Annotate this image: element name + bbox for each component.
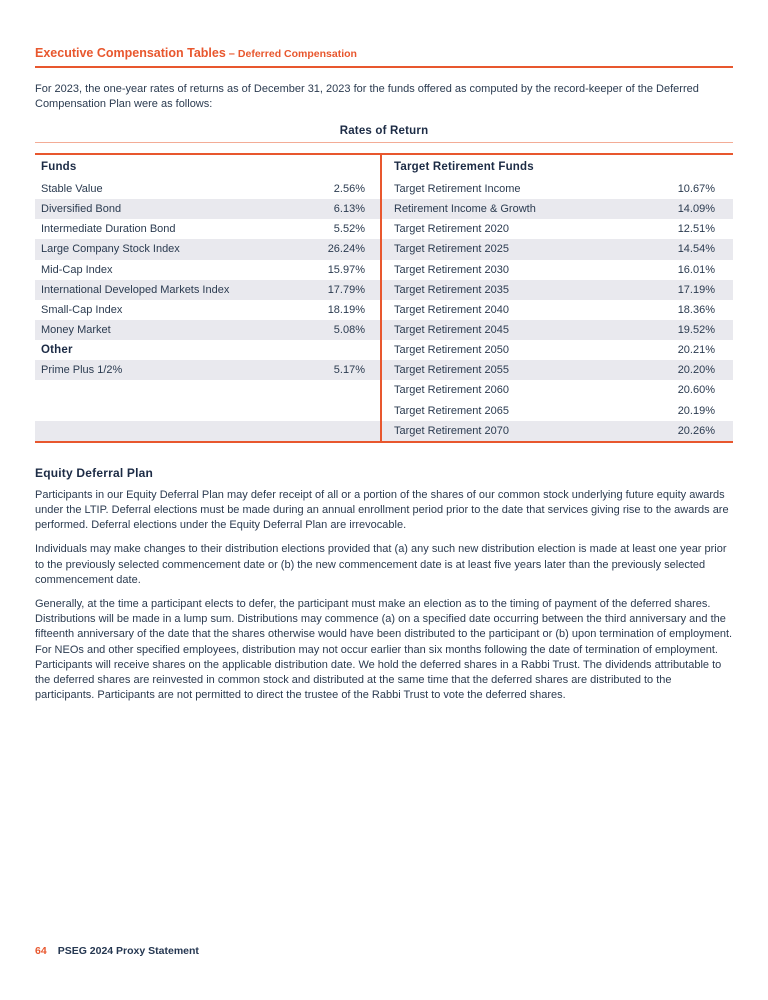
page-footer — [35, 945, 199, 957]
fund-name: Target Retirement 2045 — [394, 324, 509, 337]
table-column-header: Funds — [41, 161, 77, 173]
fund-name: Retirement Income & Growth — [394, 203, 536, 216]
fund-rate-of-return: 14.54% — [677, 243, 715, 256]
fund-name: Intermediate Duration Bond — [41, 223, 176, 236]
fund-name: Target Retirement 2030 — [394, 263, 509, 276]
fund-rate-of-return: 20.60% — [677, 384, 715, 397]
fund-name: Target Retirement 2055 — [394, 364, 509, 377]
fund-rate-of-return: 17.19% — [677, 283, 715, 296]
fund-rate-of-return: 10.67% — [677, 183, 715, 196]
target-retirement-column-cell — [382, 300, 733, 320]
funds-column-cell — [35, 340, 382, 360]
intro-paragraph: For 2023, the one-year rates of returns as of December 31, 2023 for the funds offered as computed by the record-keeper of the Deferred Compensation Plan were as follows: — [35, 83, 699, 110]
fund-rate-of-return: 16.01% — [677, 263, 715, 276]
target-retirement-column-cell — [382, 401, 733, 421]
fund-rate-of-return: 5.08% — [333, 324, 365, 337]
fund-rate-of-return: 5.52% — [333, 223, 365, 236]
target-retirement-column-cell — [382, 340, 733, 360]
fund-name: Target Retirement 2025 — [394, 243, 509, 256]
fund-name: Small-Cap Index — [41, 303, 123, 316]
fund-name: Target Retirement 2035 — [394, 283, 509, 296]
equity-paragraph-2: Individuals may make changes to their distribution elections provided that (a) any such new distribution election is made at least one year prior to the previously selected commencement date or (b) the new commencement date is at least five years later than the previously selected commencement date. — [35, 543, 727, 586]
target-retirement-column-cell — [382, 380, 733, 400]
funds-column-cell — [35, 401, 382, 421]
target-retirement-column-cell — [382, 421, 733, 441]
equity-paragraph-1: Participants in our Equity Deferral Plan may defer receipt of all or a portion of the shares of our common stock underlying future equity awards under the LTIP. Deferral elections must be made during an annual enrollment period prior to the date that services giving rise to the awards are performed. Deferral elections under the Equity Deferral Plan are irrevocable. — [35, 488, 729, 532]
table-column-header: Other — [41, 344, 73, 357]
target-retirement-column-cell — [382, 239, 733, 259]
table-column-header: Target Retirement Funds — [394, 161, 534, 173]
fund-name: Target Retirement 2065 — [394, 404, 509, 417]
target-retirement-column-cell — [382, 199, 733, 219]
fund-rate-of-return: 12.51% — [677, 223, 715, 236]
fund-name: Target Retirement 2050 — [394, 344, 509, 357]
funds-column-cell — [35, 320, 382, 340]
funds-column-cell — [35, 360, 382, 380]
footer-document-title: PSEG 2024 Proxy Statement — [57, 945, 199, 957]
equity-deferral-heading: Equity Deferral Plan — [35, 465, 154, 480]
fund-rate-of-return: 20.20% — [677, 364, 715, 377]
target-retirement-column-cell — [382, 179, 733, 199]
section-title-separator: – — [228, 48, 235, 60]
fund-rate-of-return: 20.19% — [677, 404, 715, 417]
fund-name: Target Retirement 2020 — [394, 223, 509, 236]
fund-rate-of-return: 17.79% — [327, 283, 365, 296]
fund-name: Large Company Stock Index — [41, 243, 180, 256]
fund-rate-of-return: 26.24% — [327, 243, 365, 256]
funds-column-cell — [35, 179, 382, 199]
funds-column-cell — [35, 155, 382, 179]
target-retirement-column-cell — [382, 320, 733, 340]
funds-column-cell — [35, 199, 382, 219]
funds-column-cell — [35, 260, 382, 280]
funds-column-cell — [35, 280, 382, 300]
section-header — [35, 0, 733, 68]
target-retirement-column-cell — [382, 155, 733, 179]
fund-name: Prime Plus 1/2% — [41, 364, 123, 377]
fund-rate-of-return: 18.19% — [327, 303, 365, 316]
funds-column-cell — [35, 380, 382, 400]
funds-column-cell — [35, 421, 382, 441]
target-retirement-column-cell — [382, 280, 733, 300]
fund-rate-of-return: 15.97% — [327, 263, 365, 276]
fund-rate-of-return: 20.26% — [677, 424, 715, 437]
fund-rate-of-return: 5.17% — [333, 364, 365, 377]
fund-name: Diversified Bond — [41, 203, 122, 216]
fund-name: Money Market — [41, 324, 111, 337]
fund-name: Stable Value — [41, 183, 103, 196]
fund-name: Target Retirement 2060 — [394, 384, 509, 397]
fund-name: Target Retirement 2070 — [394, 424, 509, 437]
target-retirement-column-cell — [382, 219, 733, 239]
target-retirement-column-cell — [382, 360, 733, 380]
fund-rate-of-return: 2.56% — [333, 183, 365, 196]
fund-rate-of-return: 18.36% — [677, 303, 715, 316]
fund-rate-of-return: 6.13% — [333, 203, 365, 216]
funds-column-cell — [35, 300, 382, 320]
fund-name: Mid-Cap Index — [41, 263, 113, 276]
rates-of-return-title: Rates of Return — [35, 125, 733, 143]
fund-name: Target Retirement 2040 — [394, 303, 509, 316]
rates-of-return-table — [35, 153, 733, 443]
fund-name: International Developed Markets Index — [41, 283, 230, 296]
page-content — [35, 0, 733, 703]
funds-column-cell — [35, 239, 382, 259]
section-subtitle: Deferred Compensation — [237, 48, 357, 60]
target-retirement-column-cell — [382, 260, 733, 280]
section-title: Executive Compensation Tables — [35, 46, 226, 60]
funds-column-cell — [35, 219, 382, 239]
fund-rate-of-return: 14.09% — [677, 203, 715, 216]
page-number: 64 — [35, 945, 47, 957]
fund-rate-of-return: 19.52% — [677, 324, 715, 337]
fund-name: Target Retirement Income — [394, 183, 521, 196]
equity-paragraph-3: Generally, at the time a participant elects to defer, the participant must make an election as to the timing of payment of the deferred shares. Distributions will be made in a lump sum. Distributions may commence (a) on a specified date occurring between the third anniversary and the fifteenth anniversary of the date that the shares otherwise would have been distributed to the participant or (b) upon termination of employment. For NEOs and other specified employees, distribution may not occur earlier than six months following the date of termination of employment. Participants will receive shares on the applicable distribution date. We hold the deferred shares in a Rabbi Trust. The dividends attributable to the deferred shares are reinvested in common stock and distributed at the same time that the deferred shares are distributed to the participants. Participants are not permitted to direct the trustee of the Rabbi Trust to vote the deferred shares. — [35, 598, 733, 702]
fund-rate-of-return: 20.21% — [677, 344, 715, 357]
